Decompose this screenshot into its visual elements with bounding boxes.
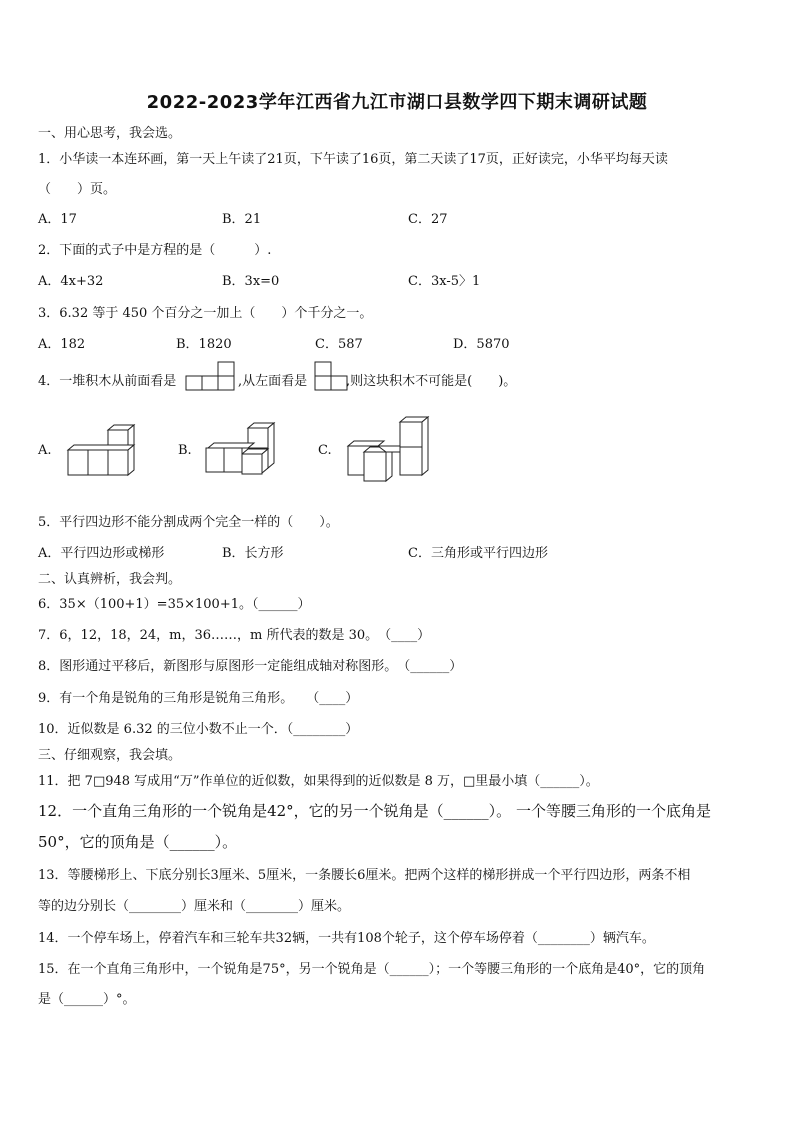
question-3-option-b: B．1820 [176,337,232,352]
option-b-blocks-figure [200,420,282,480]
question-9-text: 9．有一个角是锐角的三角形是锐角三角形。 （____） [38,691,359,706]
option-c-blocks-figure [342,414,434,486]
question-13-text-cont: 等的边分别长（________）厘米和（________）厘米。 [38,899,351,914]
question-3-option-d: D．5870 [453,337,510,352]
question-5-option-a: A．平行四边形或梯形 [38,546,165,561]
question-2-text: 2．下面的式子中是方程的是（ ）. [38,243,272,258]
question-3-text: 3．6.32 等于 450 个百分之一加上（ ）个千分之一。 [38,306,373,321]
question-2-option-a: A．4x+32 [38,274,104,289]
question-4-option-b: B. [178,443,192,458]
section-heading-3: 三、仔细观察，我会填。 [38,748,182,763]
section-heading-2: 二、认真辨析，我会判。 [38,572,182,587]
question-14-text: 14．一个停车场上，停着汽车和三轮车共32辆，一共有108个轮子，这个停车场停着（________）辆汽车。 [38,931,655,946]
question-7-text: 7．6，12，18，24，m，36……，m 所代表的数是 30。 （____） [38,628,431,643]
question-5-option-b: B．长方形 [222,546,284,561]
question-4-text-start: 4．一堆积木从前面看是 [38,374,177,389]
question-5-text: 5．平行四边形不能分割成两个完全一样的（ ）。 [38,515,339,530]
front-view-figure [185,361,237,391]
question-4-option-c: C. [318,443,332,458]
question-15-text-cont: 是（______）°。 [38,992,136,1007]
question-6-text: 6．35×（100+1）=35×100+1。（______） [38,597,311,612]
question-3-option-a: A．182 [38,337,86,352]
question-15-text: 15．在一个直角三角形中，一个锐角是75°，另一个锐角是（______）；一个等腰三角形的一个底角是40°，它的顶角 [38,962,706,977]
left-view-figure [314,361,348,391]
question-1-option-a: A．17 [38,212,77,227]
question-1-option-b: B．21 [222,212,262,227]
question-5-option-c: C．三角形或平行四边形 [408,546,548,561]
question-10-text: 10．近似数是 6.32 的三位小数不止一个．（________） [38,722,359,737]
question-2-option-b: B．3x=0 [222,274,280,289]
question-8-text: 8．图形通过平移后，新图形与原图形一定能组成轴对称图形。 （______） [38,659,463,674]
question-2-option-c: C．3x-5〉1 [408,274,481,289]
page-title: 2022-2023学年江西省九江市湖口县数学四下期末调研试题 [146,92,648,113]
question-3-option-c: C．587 [315,337,363,352]
section-heading-1: 一、用心思考，我会选。 [38,126,182,141]
question-4-text-end: ,则这块积木不可能是( )。 [346,374,517,389]
question-11-text: 11．把 7□948 写成用“万”作单位的近似数，如果得到的近似数是 8 万，□里最小填（______）。 [38,774,599,789]
question-4-option-a: A. [38,443,52,458]
question-4-text-mid: ,从左面看是 [238,374,308,389]
question-1-option-c: C．27 [408,212,448,227]
question-12-text-cont: 50°，它的顶角是（______）。 [38,833,238,851]
question-12-text: 12．一个直角三角形的一个锐角是42°，它的另一个锐角是（______）。 一个等腰三角形的一个底角是 [38,802,711,820]
question-1-text-cont: （ ）页。 [38,182,117,197]
question-13-text: 13．等腰梯形上、下底分别长3厘米、5厘米，一条腰长6厘米。把两个这样的梯形拼成一个平行四边形，两条不相 [38,868,691,883]
option-a-blocks-figure [62,422,142,480]
question-1-text: 1．小华读一本连环画，第一天上午读了21页，下午读了16页，第二天读了17页，正好读完，小华平均每天读 [38,152,668,167]
